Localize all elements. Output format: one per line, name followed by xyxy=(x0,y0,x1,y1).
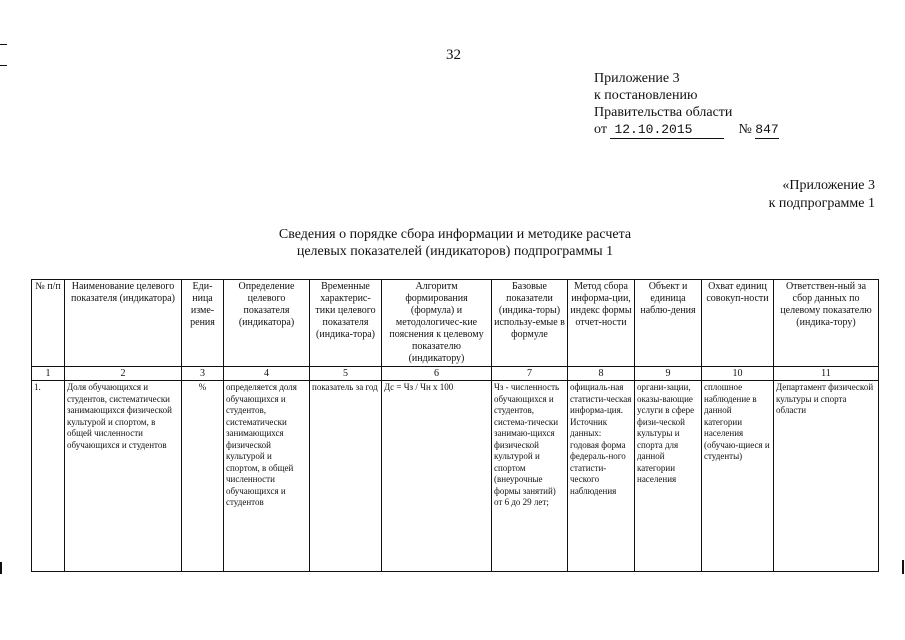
cell-definition: определяется доля обучающихся и студентов, систематически занимающихся физической культурой и спортом, в общей численности обучающихся и студентов xyxy=(224,381,310,572)
column-number: 11 xyxy=(774,367,879,381)
column-number: 9 xyxy=(635,367,702,381)
cell-collection-method: официаль-ная статисти-ческая информа-ция. Источник данных: годовая форма федераль-ного статисти-ческого наблюдения xyxy=(568,381,635,572)
cell-responsible: Департамент физической культуры и спорта области xyxy=(774,381,879,572)
scan-edge-mark-upper xyxy=(0,65,7,66)
cell-algorithm: Дс = Чз / Чн х 100 xyxy=(382,381,492,572)
column-number: 6 xyxy=(382,367,492,381)
table-row xyxy=(32,381,879,572)
cell-indicator-name: Доля обучающихся и студентов, систематически занимающихся физической культурой и спортом, в общей численности обучающихся и студентов xyxy=(65,381,182,572)
indicators-table xyxy=(31,279,879,572)
subprogram-appendix-title: «Приложение 3 xyxy=(782,178,875,193)
document-title-line-1: Сведения о порядке сбора информации и методике расчета xyxy=(278,227,632,242)
subprogram-appendix xyxy=(769,177,875,213)
page-number: 32 xyxy=(446,47,461,63)
column-number: 2 xyxy=(65,367,182,381)
order-date: 12.10.2015 xyxy=(610,121,724,139)
column-number: 1 xyxy=(32,367,65,381)
document-title-line-2: целевых показателей (индикаторов) подпрограммы 1 xyxy=(296,244,614,259)
appendix-title: Приложение 3 xyxy=(594,71,680,86)
column-number: 8 xyxy=(568,367,635,381)
document-title xyxy=(250,226,660,260)
header-responsible: Ответствен-ный за сбор данных по целевому показателю (индика-тору) xyxy=(774,280,879,367)
order-date-number xyxy=(594,121,779,139)
column-number: 7 xyxy=(492,367,568,381)
appendix-government: Правительства области xyxy=(594,105,733,120)
header-definition: Определение целевого показателя (индикатора) xyxy=(224,280,310,367)
subprogram-appendix-ref: к подпрограмме 1 xyxy=(768,196,875,211)
column-number: 10 xyxy=(702,367,774,381)
header-coverage: Охват единиц совокуп-ности xyxy=(702,280,774,367)
column-number: 3 xyxy=(182,367,224,381)
cell-coverage: сплошное наблюдение в данной категории населения (обучаю-щиеся и студенты) xyxy=(702,381,774,572)
appendix-header xyxy=(594,70,779,139)
order-number-label: № xyxy=(738,122,752,137)
header-time-characteristics: Временные характерис-тики целевого показателя (индика-тора) xyxy=(310,280,382,367)
header-unit: Еди-ница изме-рения xyxy=(182,280,224,367)
header-algorithm: Алгоритм формирования (формула) и методологичес-кие пояснения к целевому показателю (индикатору) xyxy=(382,280,492,367)
scan-edge-mark-bottom xyxy=(0,562,2,574)
column-number: 4 xyxy=(224,367,310,381)
table-header-row xyxy=(32,280,879,367)
order-from-label: от xyxy=(594,122,607,137)
cell-time-characteristics: показатель за год xyxy=(310,381,382,572)
header-collection-method: Метод сбора информа-ции, индекс формы отчет-ности xyxy=(568,280,635,367)
order-number: 847 xyxy=(755,122,779,137)
appendix-resolution: к постановлению xyxy=(594,88,698,103)
column-number-row xyxy=(32,367,879,381)
scan-edge-mark-top xyxy=(0,44,7,45)
cell-row-number: 1. xyxy=(32,381,65,572)
header-indicator-name: Наименование целевого показателя (индикатора) xyxy=(65,280,182,367)
column-number: 5 xyxy=(310,367,382,381)
header-base-indicators: Базовые показатели (индика-торы) использу-емые в формуле xyxy=(492,280,568,367)
cell-observation-object: органи-зации, оказы-вающие услуги в сфере физи-ческой культуры и спорта для данной категории населения xyxy=(635,381,702,572)
cell-base-indicators: Чз - численность обучающихся и студентов, система-тически занимаю-щихся физической культурой и спортом (внеурочные формы занятий) от 6 до 29 лет; xyxy=(492,381,568,572)
scan-edge-mark-right xyxy=(902,560,904,574)
cell-unit: % xyxy=(182,381,224,572)
header-observation-object: Объект и единица наблю-дения xyxy=(635,280,702,367)
header-row-number: № п/п xyxy=(32,280,65,367)
